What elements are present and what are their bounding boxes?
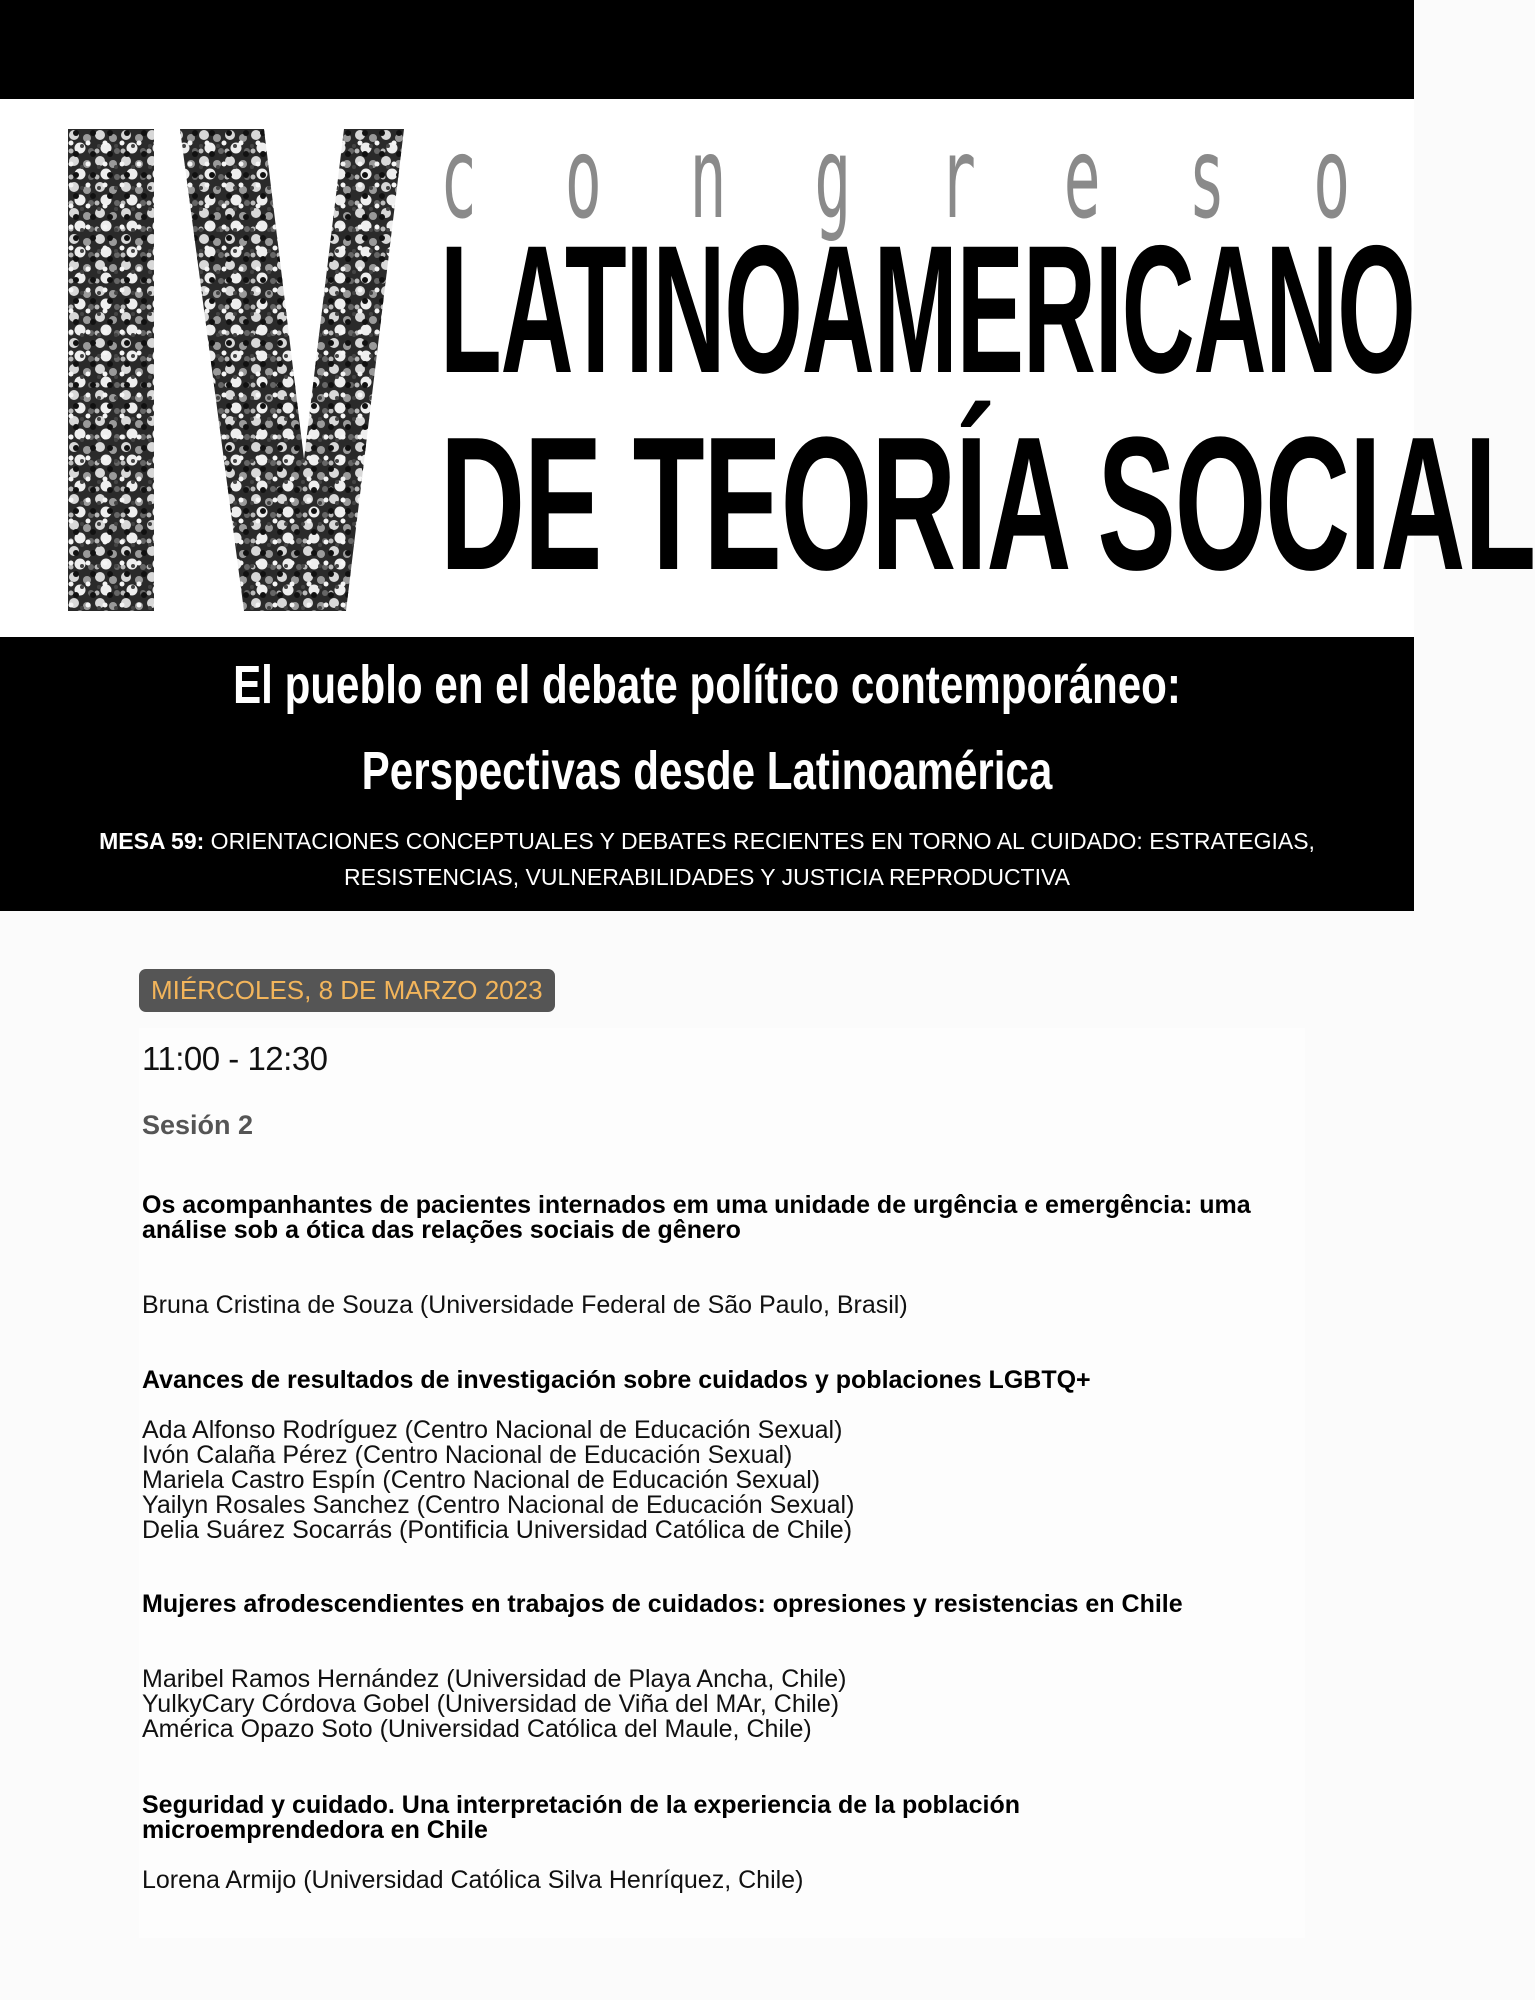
congreso-letter: s [1188, 114, 1226, 244]
author: Yailyn Rosales Sanchez (Centro Nacional de Educación Sexual) [142, 1491, 855, 1519]
author: América Opazo Soto (Universidad Católica del Maule, Chile) [142, 1715, 812, 1743]
congreso-letter: e [1063, 114, 1101, 244]
title-latinoamericano: LATINOAMERICANO [440, 207, 1415, 411]
author: Bruna Cristina de Souza (Universidade Federal de São Paulo, Brasil) [142, 1291, 908, 1319]
talk-authors [142, 1418, 1262, 1543]
author: Mariela Castro Espín (Centro Nacional de Educación Sexual) [142, 1466, 821, 1494]
congreso-letter: r [938, 114, 977, 244]
theme-line-1: El pueblo en el debate político contemporáneo: [233, 655, 1181, 715]
talk-authors [142, 1868, 1262, 1893]
author: YulkyCary Córdova Gobel (Universidad de Viña del MAr, Chile) [142, 1690, 840, 1718]
author: Maribel Ramos Hernández (Universidad de Playa Ancha, Chile) [142, 1665, 847, 1693]
talk-title: Seguridad y cuidado. Una interpretación de la experiencia de la población microemprendedora en Chile [142, 1791, 1021, 1844]
author: Ada Alfonso Rodríguez (Centro Nacional de Educación Sexual) [142, 1416, 843, 1444]
author: Lorena Armijo (Universidad Católica Silva Henríquez, Chile) [142, 1866, 804, 1894]
session-time: 11:00 - 12:30 [142, 1040, 328, 1077]
talk-authors [142, 1667, 1262, 1742]
top-black-bar [0, 0, 1414, 99]
talk-title: Avances de resultados de investigación sobre cuidados y poblaciones LGBTQ+ [142, 1366, 1091, 1394]
theme-band [0, 637, 1414, 911]
congreso-letter: c [440, 114, 478, 244]
theme-line-2: Perspectivas desde Latinoamérica [361, 741, 1053, 801]
mesa-label: MESA 59: [99, 828, 205, 854]
author: Delia Suárez Socarrás (Pontificia Universidad Católica de Chile) [142, 1516, 853, 1544]
mesa-text: ORIENTACIONES CONCEPTUALES Y DEBATES RECIENTES EN TORNO AL CUIDADO: ESTRATEGIAS, RESISTENCIAS, VULNERABILIDADES Y JUSTICIA REPRODUCTIVA [204, 828, 1315, 890]
congreso-letter: g [814, 114, 852, 244]
event-banner [0, 99, 1535, 637]
congreso-letter: o [564, 114, 602, 244]
talk-title: Os acompanhantes de pacientes internados em uma unidade de urgência e emergência: uma análise sob a ótica das relações sociais de gênero [142, 1191, 1251, 1244]
mesa-description [30, 823, 1384, 895]
congreso-letter: o [1313, 114, 1351, 244]
author: Ivón Calaña Pérez (Centro Nacional de Educación Sexual) [142, 1441, 793, 1469]
talk-authors [142, 1293, 1262, 1318]
session-label: Sesión 2 [142, 1110, 254, 1140]
congreso-letter: n [689, 114, 727, 244]
talk-title: Mujeres afrodescendientes en trabajos de cuidados: opresiones y resistencias en Chile [142, 1590, 1183, 1618]
roman-numeral-logo [68, 129, 404, 611]
title-teoria-social: DE TEORÍA SOCIAL [440, 398, 1535, 610]
date-badge: MIÉRCOLES, 8 DE MARZO 2023 [139, 969, 555, 1012]
